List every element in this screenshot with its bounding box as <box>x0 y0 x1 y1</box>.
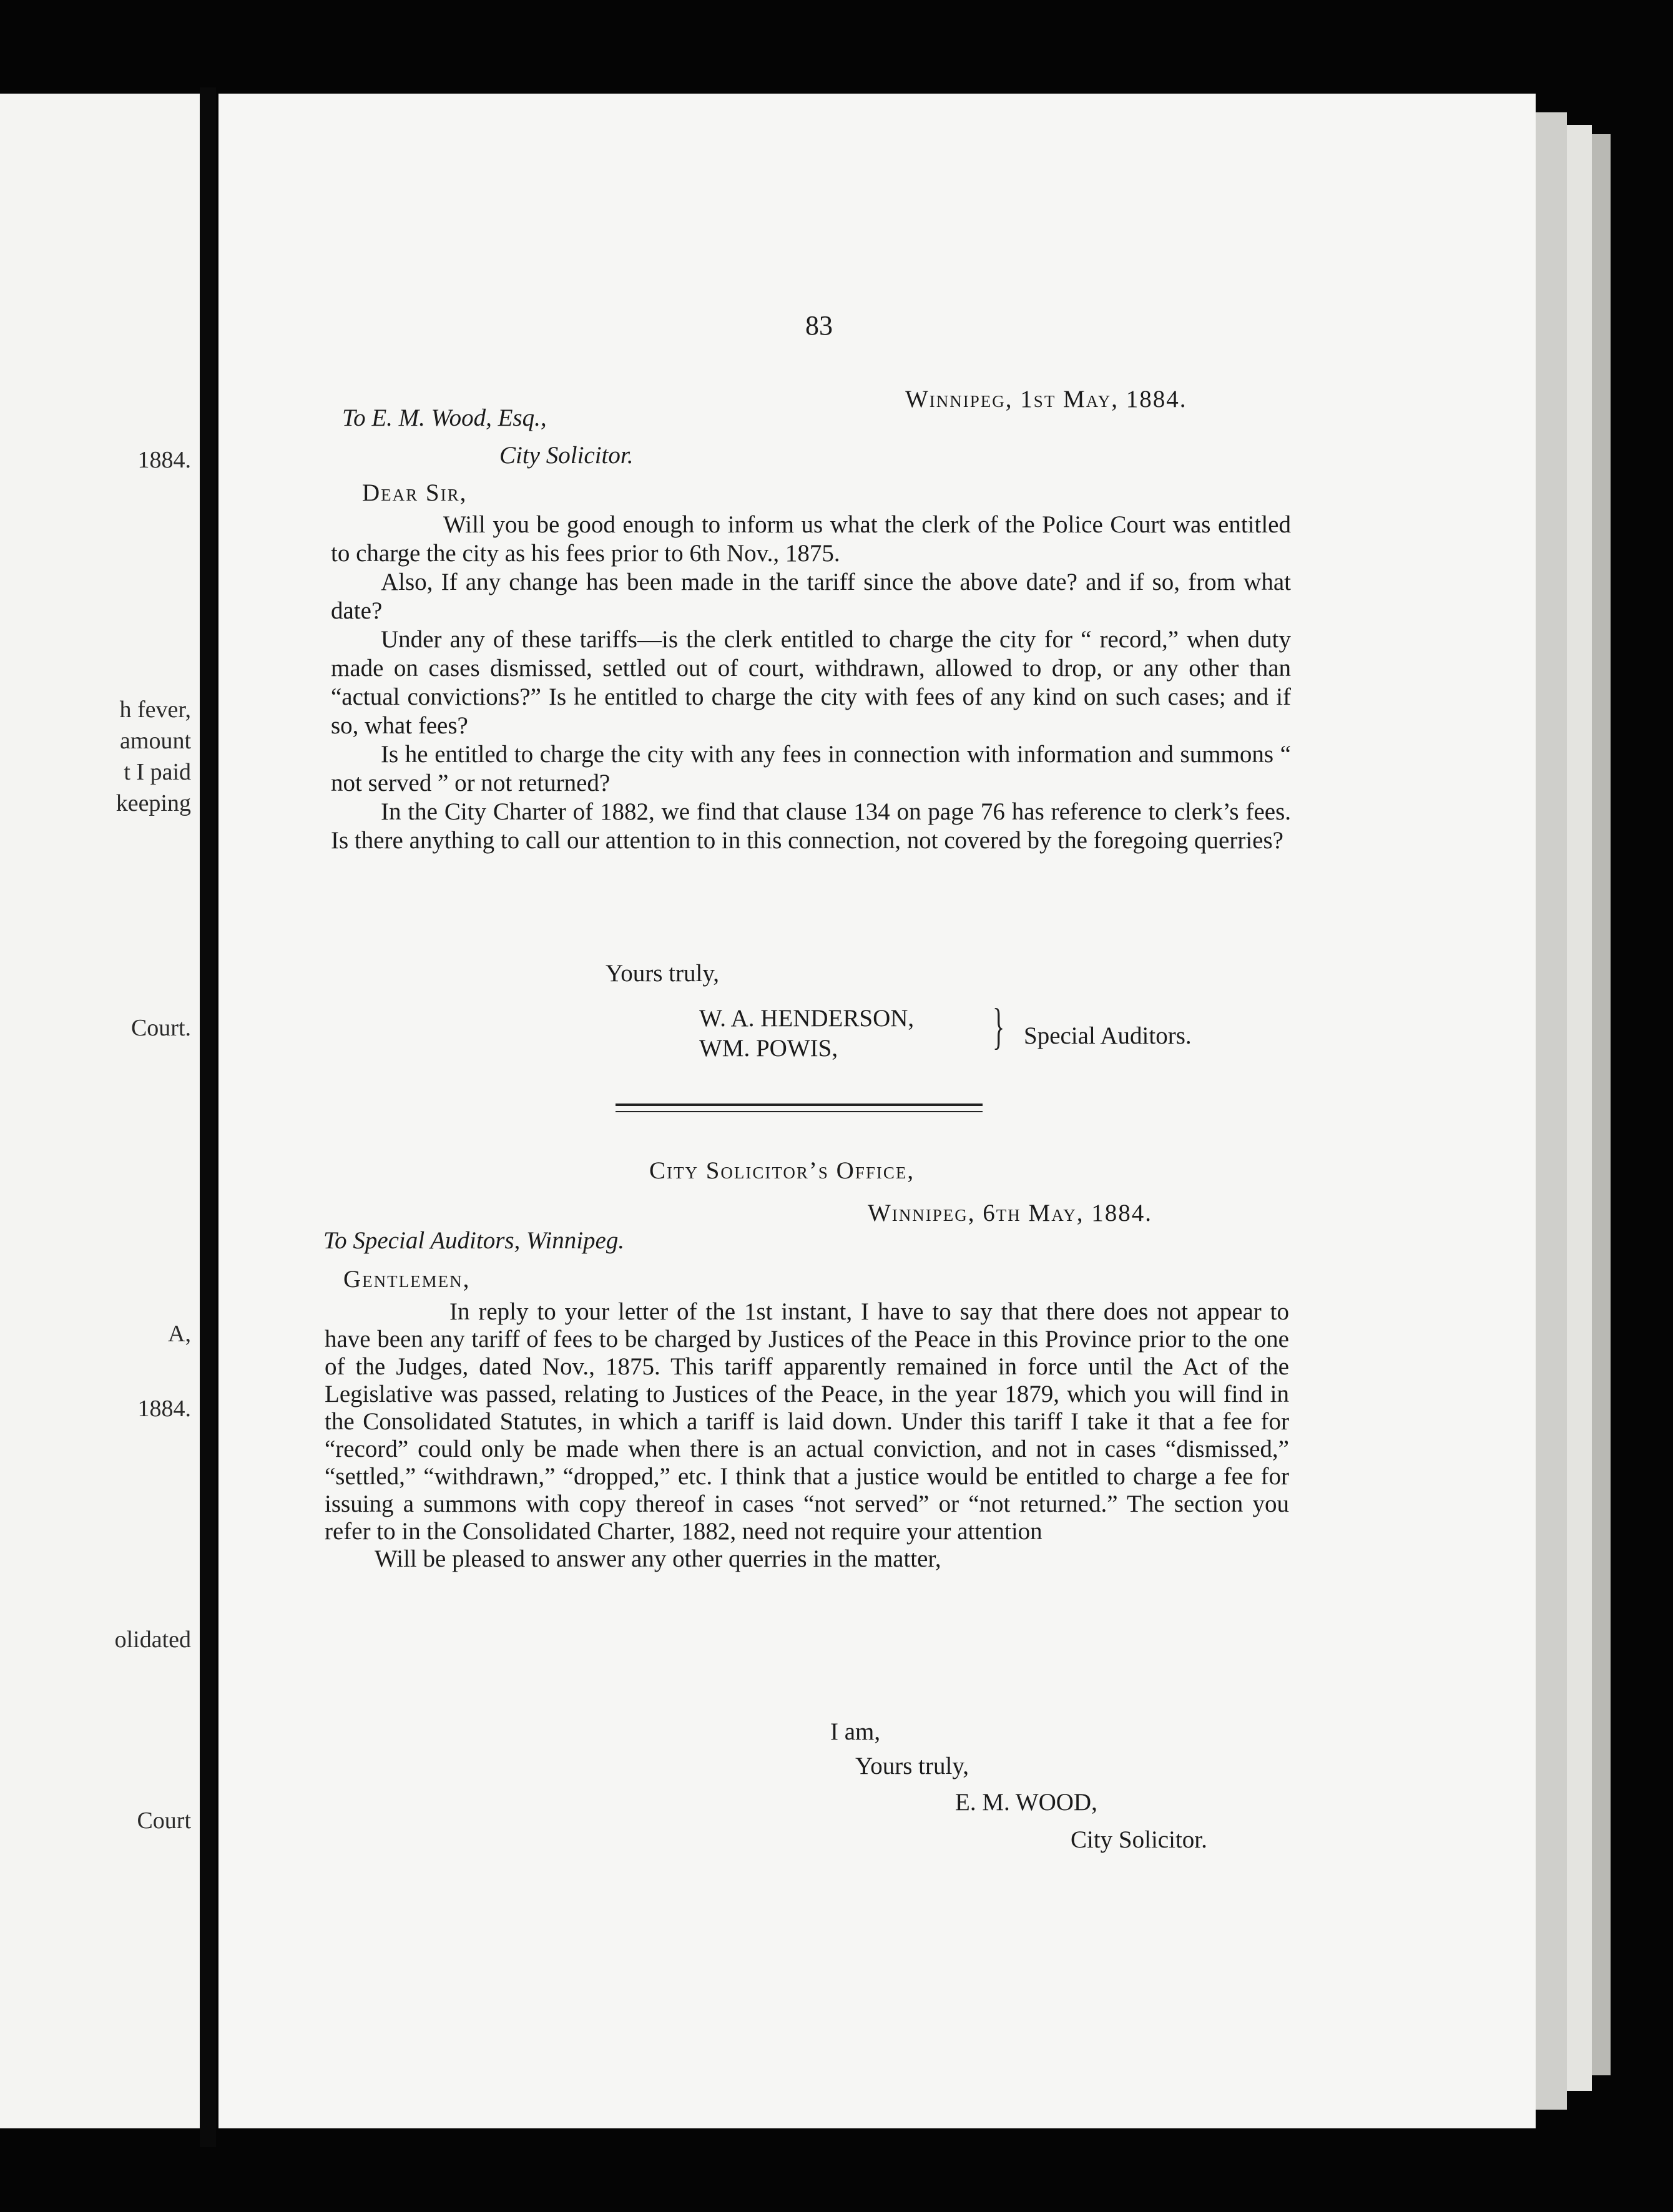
left-page-text: Court. <box>130 1015 191 1041</box>
left-page-text: Court <box>137 1808 191 1834</box>
letter1-addressee-title: City Solicitor. <box>499 442 634 469</box>
page-number: 83 <box>805 310 833 341</box>
letter1-dateline: Winnipeg, 1st May, 1884. <box>905 386 1187 413</box>
letter2-signer-title: City Solicitor. <box>1071 1826 1207 1853</box>
letter1-signer-title: Special Auditors. <box>1024 1022 1192 1049</box>
letter1-paragraph: Under any of these tariffs—is the clerk entitled to charge the city for “ record,” when duty made on cases dismissed, settled out of court, withdrawn, allowed to drop, or any other than “actual convictions?” Is he entitled to charge the city with fees of any kind on such cases; and if so, what fees? <box>331 626 1291 739</box>
letter2-dateline: Winnipeg, 6th May, 1884. <box>868 1200 1152 1226</box>
left-page-text: 1884. <box>137 1396 191 1422</box>
letter1-paragraph: Is he entitled to charge the city with any fees in connection with information and summons “ not served ” or not returned? <box>331 741 1291 796</box>
letter1-paragraph: Will you be good enough to inform us what the clerk of the Police Court was entitled to charge the city as his fees prior to 6th Nov., 1875. <box>331 511 1291 567</box>
letter1-body <box>331 511 1291 855</box>
letter2-closing: I am, <box>830 1718 881 1745</box>
letter2-office: City Solicitor’s Office, <box>649 1157 915 1184</box>
letter1-paragraph: Also, If any change has been made in the tariff since the above date? and if so, from what date? <box>331 569 1291 624</box>
page-edge <box>1536 112 1567 2110</box>
letter2-paragraph: Will be pleased to answer any other querries in the matter, <box>375 1545 941 1572</box>
letter2-salutation: Gentlemen, <box>343 1266 471 1293</box>
left-page-text: amount <box>120 728 191 754</box>
letter2-closing: Yours truly, <box>855 1753 969 1779</box>
left-page-text: keeping <box>115 790 191 816</box>
divider-rule <box>616 1111 983 1112</box>
left-page-text: olidated <box>114 1627 191 1653</box>
left-page-text: h fever, <box>119 697 191 723</box>
letter1-addressee: To E. M. Wood, Esq., <box>342 404 547 431</box>
book-gutter <box>200 87 216 2147</box>
letter1-paragraph: In the City Charter of 1882, we find that clause 134 on page 76 has reference to clerk’s fees. Is there anything to call our attention to in this connection, not covered by the foregoing querries? <box>331 798 1291 854</box>
left-page-text: t I paid <box>124 759 191 785</box>
letter2-body <box>325 1298 1289 1573</box>
letter2-addressee: To Special Auditors, Winnipeg. <box>323 1227 625 1254</box>
letter2-paragraph: In reply to your letter of the 1st instant, I have to say that there does not appear to have been any tariff of fees to be charged by Justices of the Peace in this Province prior to the one of the Judges, dated Nov., 1875. This tariff apparently remained in force until the Act of the Legislative was passed, relating to Justices of the Peace, in the year 1879, which you will find in the Consolidated Statutes, in which a tariff is laid down. Under this tariff I take it that a fee for “record” could only be made when there is an actual conviction, and not in cases “dismissed,” “settled,” “withdrawn,” “dropped,” etc. I think that a justice would be entitled to charge a fee for issuing a summons with copy thereof in cases “not served” or “not returned.” The section you refer to in the Consolidated Charter, 1882, need not require your attention <box>325 1298 1289 1545</box>
page-edge <box>1567 125 1592 2091</box>
letter1-signer: WM. POWIS, <box>699 1035 838 1062</box>
left-page-text: A, <box>168 1321 191 1347</box>
divider-rule <box>616 1104 983 1106</box>
letter1-signer: W. A. HENDERSON, <box>699 1005 915 1032</box>
brace-icon: } <box>993 999 1005 1054</box>
book-page <box>218 94 1536 2128</box>
letter1-salutation: Dear Sir, <box>362 479 468 506</box>
left-page-text: 1884. <box>137 447 191 473</box>
letter1-closing: Yours truly, <box>606 960 720 987</box>
left-page-fragment <box>0 94 200 2128</box>
letter2-signer: E. M. WOOD, <box>955 1789 1097 1816</box>
page-edge <box>1592 134 1611 2075</box>
